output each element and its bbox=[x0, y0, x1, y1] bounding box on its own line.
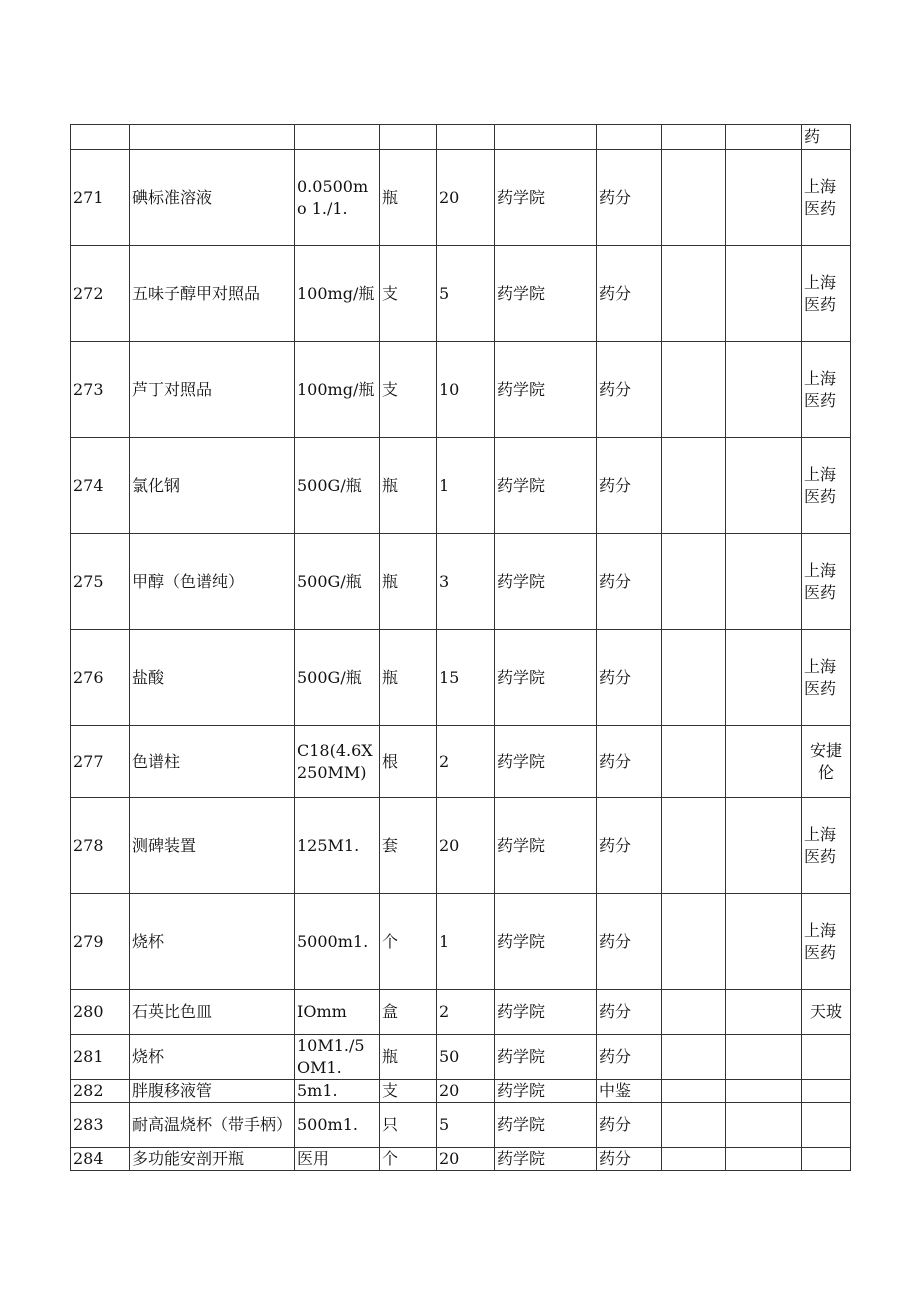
dept-cell: 药学院 bbox=[495, 1080, 597, 1103]
name-cell: 盐酸 bbox=[130, 630, 295, 726]
unit-cell: 盒 bbox=[380, 990, 437, 1035]
name-cell bbox=[130, 125, 295, 150]
blank-cell bbox=[662, 1148, 726, 1171]
blank-cell bbox=[726, 1080, 802, 1103]
spec-cell: 医用 bbox=[295, 1148, 380, 1171]
unit-cell: 瓶 bbox=[380, 534, 437, 630]
supplier-cell bbox=[802, 1080, 851, 1103]
qty-cell bbox=[437, 125, 495, 150]
category-cell bbox=[597, 125, 662, 150]
name-cell: 多功能安剖开瓶 bbox=[130, 1148, 295, 1171]
blank-cell bbox=[662, 990, 726, 1035]
dept-cell: 药学院 bbox=[495, 798, 597, 894]
blank-cell bbox=[726, 246, 802, 342]
blank-cell bbox=[662, 438, 726, 534]
unit-cell: 只 bbox=[380, 1103, 437, 1148]
name-cell: 耐高温烧杯（带手柄） bbox=[130, 1103, 295, 1148]
blank-cell bbox=[662, 894, 726, 990]
table-row bbox=[71, 1103, 851, 1148]
inventory-table bbox=[70, 124, 851, 1171]
supplier-cell bbox=[802, 1148, 851, 1171]
category-cell: 药分 bbox=[597, 894, 662, 990]
supplier-cell: 上海医药 bbox=[802, 438, 851, 534]
qty-cell: 5 bbox=[437, 1103, 495, 1148]
no-cell: 281 bbox=[71, 1035, 130, 1080]
supplier-cell bbox=[802, 1103, 851, 1148]
category-cell: 药分 bbox=[597, 726, 662, 798]
blank-cell bbox=[662, 150, 726, 246]
table-row bbox=[71, 1035, 851, 1080]
dept-cell: 药学院 bbox=[495, 1148, 597, 1171]
table-row bbox=[71, 150, 851, 246]
no-cell: 272 bbox=[71, 246, 130, 342]
blank-cell bbox=[726, 1035, 802, 1080]
supplier-cell: 上海医药 bbox=[802, 150, 851, 246]
supplier-cell: 上海医药 bbox=[802, 630, 851, 726]
table-row bbox=[71, 990, 851, 1035]
unit-cell: 套 bbox=[380, 798, 437, 894]
unit-cell bbox=[380, 125, 437, 150]
spec-cell: 500G/瓶 bbox=[295, 438, 380, 534]
blank-cell bbox=[662, 1035, 726, 1080]
category-cell: 药分 bbox=[597, 630, 662, 726]
name-cell: 烧杯 bbox=[130, 1035, 295, 1080]
no-cell: 278 bbox=[71, 798, 130, 894]
unit-cell: 瓶 bbox=[380, 150, 437, 246]
category-cell: 药分 bbox=[597, 534, 662, 630]
blank-cell bbox=[726, 1103, 802, 1148]
qty-cell: 5 bbox=[437, 246, 495, 342]
category-cell: 药分 bbox=[597, 1035, 662, 1080]
no-cell: 271 bbox=[71, 150, 130, 246]
category-cell: 药分 bbox=[597, 1103, 662, 1148]
spec-cell: 100mg/瓶 bbox=[295, 246, 380, 342]
table-row bbox=[71, 438, 851, 534]
unit-cell: 瓶 bbox=[380, 630, 437, 726]
spec-cell: 500G/瓶 bbox=[295, 630, 380, 726]
qty-cell: 15 bbox=[437, 630, 495, 726]
spec-cell: 500G/瓶 bbox=[295, 534, 380, 630]
qty-cell: 20 bbox=[437, 1080, 495, 1103]
unit-cell: 支 bbox=[380, 246, 437, 342]
table-row bbox=[71, 534, 851, 630]
name-cell: 色谱柱 bbox=[130, 726, 295, 798]
table-row bbox=[71, 1080, 851, 1103]
spec-cell: 125M1. bbox=[295, 798, 380, 894]
no-cell: 280 bbox=[71, 990, 130, 1035]
blank-cell bbox=[726, 342, 802, 438]
blank-cell bbox=[726, 630, 802, 726]
name-cell: 碘标准溶液 bbox=[130, 150, 295, 246]
qty-cell: 1 bbox=[437, 894, 495, 990]
table-row bbox=[71, 1148, 851, 1171]
name-cell: 甲醇（色谱纯） bbox=[130, 534, 295, 630]
supplier-cell: 上海医药 bbox=[802, 798, 851, 894]
qty-cell: 20 bbox=[437, 1148, 495, 1171]
blank-cell bbox=[726, 990, 802, 1035]
dept-cell: 药学院 bbox=[495, 246, 597, 342]
spec-cell bbox=[295, 125, 380, 150]
category-cell: 药分 bbox=[597, 798, 662, 894]
blank-cell bbox=[662, 534, 726, 630]
unit-cell: 个 bbox=[380, 1148, 437, 1171]
dept-cell: 药学院 bbox=[495, 630, 597, 726]
category-cell: 药分 bbox=[597, 1148, 662, 1171]
dept-cell: 药学院 bbox=[495, 990, 597, 1035]
table-row bbox=[71, 894, 851, 990]
category-cell: 药分 bbox=[597, 150, 662, 246]
name-cell: 氯化钢 bbox=[130, 438, 295, 534]
spec-cell: 500m1. bbox=[295, 1103, 380, 1148]
no-cell bbox=[71, 125, 130, 150]
no-cell: 276 bbox=[71, 630, 130, 726]
table-row bbox=[71, 246, 851, 342]
dept-cell: 药学院 bbox=[495, 534, 597, 630]
qty-cell: 50 bbox=[437, 1035, 495, 1080]
spec-cell: 10M1./5OM1. bbox=[295, 1035, 380, 1080]
unit-cell: 瓶 bbox=[380, 438, 437, 534]
blank-cell bbox=[726, 125, 802, 150]
unit-cell: 支 bbox=[380, 1080, 437, 1103]
qty-cell: 2 bbox=[437, 726, 495, 798]
dept-cell: 药学院 bbox=[495, 1103, 597, 1148]
blank-cell bbox=[662, 630, 726, 726]
table-row bbox=[71, 726, 851, 798]
spec-cell: 100mg/瓶 bbox=[295, 342, 380, 438]
qty-cell: 10 bbox=[437, 342, 495, 438]
spec-cell: IOmm bbox=[295, 990, 380, 1035]
unit-cell: 瓶 bbox=[380, 1035, 437, 1080]
name-cell: 五味子醇甲对照品 bbox=[130, 246, 295, 342]
spec-cell: C18(4.6X250MM) bbox=[295, 726, 380, 798]
spec-cell: 5000m1. bbox=[295, 894, 380, 990]
table-row bbox=[71, 125, 851, 150]
blank-cell bbox=[726, 150, 802, 246]
category-cell: 药分 bbox=[597, 990, 662, 1035]
no-cell: 284 bbox=[71, 1148, 130, 1171]
qty-cell: 3 bbox=[437, 534, 495, 630]
supplier-cell: 上海医药 bbox=[802, 342, 851, 438]
qty-cell: 20 bbox=[437, 798, 495, 894]
category-cell: 药分 bbox=[597, 438, 662, 534]
dept-cell: 药学院 bbox=[495, 438, 597, 534]
no-cell: 277 bbox=[71, 726, 130, 798]
blank-cell bbox=[726, 726, 802, 798]
supplier-cell: 安捷伦 bbox=[802, 726, 851, 798]
blank-cell bbox=[662, 246, 726, 342]
no-cell: 274 bbox=[71, 438, 130, 534]
no-cell: 275 bbox=[71, 534, 130, 630]
name-cell: 石英比色皿 bbox=[130, 990, 295, 1035]
no-cell: 273 bbox=[71, 342, 130, 438]
supplier-cell: 上海医药 bbox=[802, 534, 851, 630]
no-cell: 279 bbox=[71, 894, 130, 990]
spec-cell: 0.0500mo 1./1. bbox=[295, 150, 380, 246]
no-cell: 282 bbox=[71, 1080, 130, 1103]
blank-cell bbox=[662, 1103, 726, 1148]
dept-cell: 药学院 bbox=[495, 1035, 597, 1080]
dept-cell: 药学院 bbox=[495, 342, 597, 438]
table-row bbox=[71, 630, 851, 726]
dept-cell: 药学院 bbox=[495, 894, 597, 990]
unit-cell: 个 bbox=[380, 894, 437, 990]
category-cell: 中鉴 bbox=[597, 1080, 662, 1103]
supplier-cell: 上海医药 bbox=[802, 894, 851, 990]
blank-cell bbox=[726, 894, 802, 990]
dept-cell: 药学院 bbox=[495, 726, 597, 798]
blank-cell bbox=[662, 342, 726, 438]
category-cell: 药分 bbox=[597, 342, 662, 438]
category-cell: 药分 bbox=[597, 246, 662, 342]
name-cell: 测碑装置 bbox=[130, 798, 295, 894]
dept-cell bbox=[495, 125, 597, 150]
name-cell: 烧杯 bbox=[130, 894, 295, 990]
supplier-cell bbox=[802, 1035, 851, 1080]
blank-cell bbox=[726, 438, 802, 534]
table-row bbox=[71, 798, 851, 894]
supplier-cell: 药 bbox=[802, 125, 851, 150]
blank-cell bbox=[662, 125, 726, 150]
table-row bbox=[71, 342, 851, 438]
name-cell: 胖腹移液管 bbox=[130, 1080, 295, 1103]
unit-cell: 支 bbox=[380, 342, 437, 438]
blank-cell bbox=[662, 798, 726, 894]
spec-cell: 5m1. bbox=[295, 1080, 380, 1103]
blank-cell bbox=[726, 798, 802, 894]
qty-cell: 1 bbox=[437, 438, 495, 534]
unit-cell: 根 bbox=[380, 726, 437, 798]
blank-cell bbox=[726, 534, 802, 630]
blank-cell bbox=[726, 1148, 802, 1171]
dept-cell: 药学院 bbox=[495, 150, 597, 246]
blank-cell bbox=[662, 726, 726, 798]
supplier-cell: 上海医药 bbox=[802, 246, 851, 342]
supplier-cell: 天玻 bbox=[802, 990, 851, 1035]
no-cell: 283 bbox=[71, 1103, 130, 1148]
qty-cell: 2 bbox=[437, 990, 495, 1035]
name-cell: 芦丁对照品 bbox=[130, 342, 295, 438]
qty-cell: 20 bbox=[437, 150, 495, 246]
blank-cell bbox=[662, 1080, 726, 1103]
